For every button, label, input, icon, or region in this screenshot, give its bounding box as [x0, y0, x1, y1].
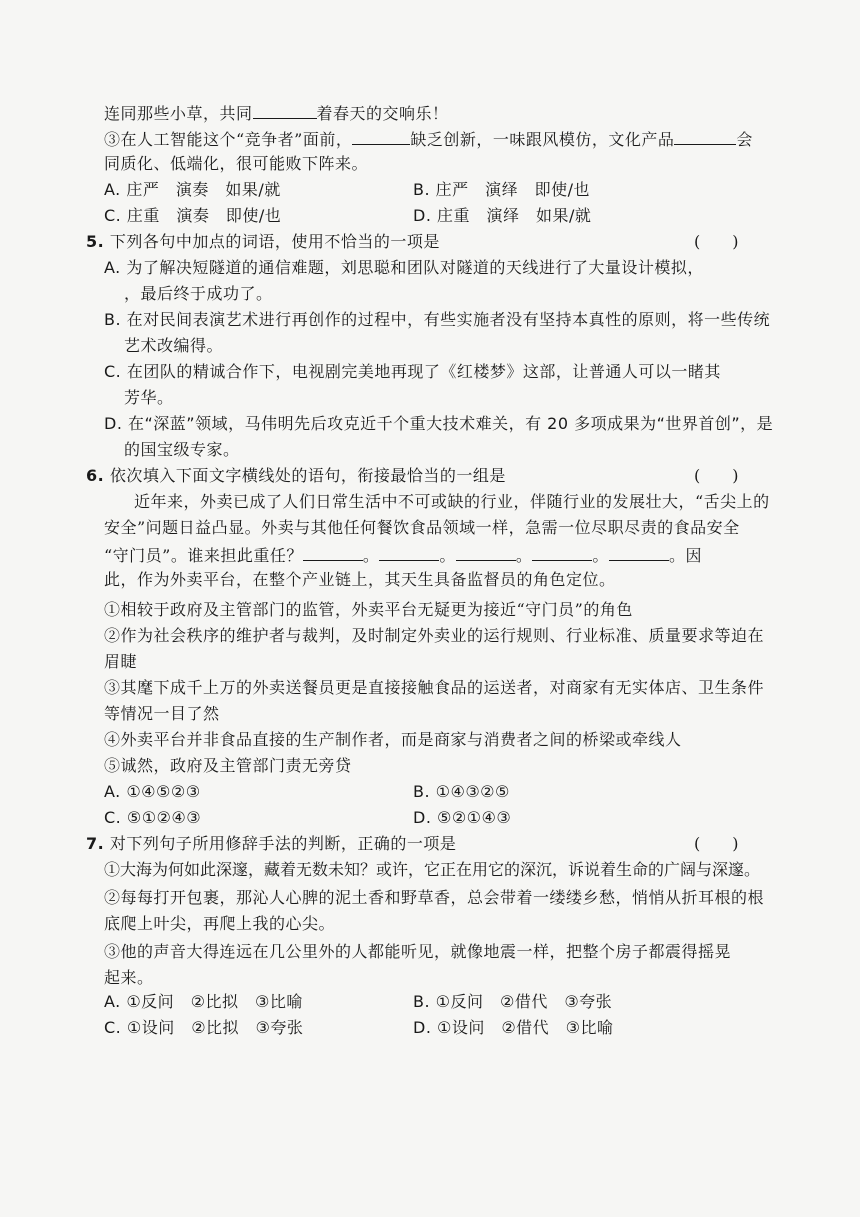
text: 艺术改编得 — [124, 336, 207, 355]
q6-passage-line4: 此，作为外卖平台，在整个产业链上，其天生具备监督员的角色定位。 — [104, 570, 616, 589]
q4-option-a: A. 庄严 演奏 如果/就 — [104, 180, 281, 199]
q5-option-c-line2: 芳华。 — [124, 388, 174, 407]
q4-option-c: C. 庄重 演奏 即使/也 — [104, 206, 282, 225]
q6-option-c: C. ⑤①②④③ — [104, 808, 202, 827]
fill-blank — [609, 542, 669, 561]
q6-option-a: A. ①④⑤②③ — [104, 782, 201, 801]
q7-sentence-2-line2: 底爬上叶尖，再爬上我的心尖。 — [104, 914, 336, 933]
q4-line3: 同质化、低端化，很可能败下阵来。 — [104, 154, 369, 173]
q6-option-b: B. ①④③②⑤ — [413, 782, 510, 801]
fill-blank — [379, 542, 439, 561]
q5-option-a-line2 — [124, 282, 273, 306]
fill-blank — [674, 126, 736, 145]
fill-blank — [253, 100, 317, 119]
q4-line1 — [104, 100, 449, 126]
q5-option-c-line1 — [104, 360, 721, 384]
text: 着春天的交响乐！ — [316, 104, 449, 123]
text: 。 — [362, 546, 380, 565]
question-number: 6. — [86, 466, 105, 485]
text: 会 — [736, 130, 753, 149]
q6-option-d: D. ⑤②①④③ — [413, 808, 512, 827]
question-stem: 对下列句子所用修辞手法的判断，正确的一项是 — [109, 834, 457, 853]
q6-sentence-1: ①相较于政府及主管部门的监管，外卖平台无疑更为接近“守门员”的角色 — [104, 600, 633, 619]
q5-option-b-line2 — [124, 334, 223, 358]
q7-option-a: A. ①反问 ②比拟 ③比喻 — [104, 992, 303, 1011]
q6-sentence-4: ④外卖平台并非食品直接的生产制作者，而是商家与消费者之间的桥梁或牵线人 — [104, 730, 682, 749]
q5-option-b-line1: B. 在对民间表演艺术进行再创作的过程中，有些实施者没有坚持本真性的原则，将一些传统 — [104, 310, 771, 329]
q7-sentence-2-line1: ②每每打开包裹，那沁人心脾的泥土香和野草香，总会带着一缕缕乡愁，悄悄从折耳根的根 — [104, 888, 765, 907]
q7-stem — [86, 832, 456, 856]
text: 。 — [592, 546, 609, 565]
q6-sentence-3-line2: 等情况一目了然 — [104, 704, 220, 723]
question-number: 7. — [86, 834, 105, 853]
q6-sentence-3-line1: ③其麾下成千上万的外卖送餐员更是直接接触食品的运送者，对商家有无实体店、卫生条件 — [104, 678, 765, 697]
fill-blank — [303, 542, 363, 561]
q7-option-d: D. ①设问 ②借代 ③比喻 — [413, 1018, 614, 1037]
text: ，让普通人可以一睹其 — [555, 362, 721, 381]
q4-option-d: D. 庄重 演绎 如果/就 — [413, 206, 592, 225]
q7-option-b: B. ①反问 ②借代 ③夸张 — [413, 992, 613, 1011]
fill-blank — [532, 542, 592, 561]
text: 。 — [206, 336, 224, 355]
q4-line2 — [104, 126, 753, 152]
fill-blank — [456, 542, 516, 561]
q6-answer-paren: ( ) — [694, 466, 739, 485]
q7-sentence-3-line2: 起来。 — [104, 968, 154, 987]
q6-sentence-2-line2: 眉睫 — [104, 652, 138, 671]
q7-sentence-1: ①大海为何如此深邃，藏着无数未知？或许，它正在用它的深沉，诉说着生命的广阔与深邃。 — [104, 860, 761, 879]
question-stem: 下列各句中加点的词语，使用不恰当的一项是 — [109, 232, 440, 251]
text: 的国宝级专家。 — [124, 440, 240, 459]
q5-option-d-line2 — [124, 438, 240, 462]
q5-answer-paren: ( ) — [694, 232, 739, 251]
text: 缺乏创新，一味跟风模仿，文化产品 — [410, 130, 675, 149]
text: 连同那些小草，共同 — [104, 104, 253, 123]
q7-option-c: C. ①设问 ②比拟 ③夸张 — [104, 1018, 304, 1037]
text: 。 — [515, 546, 533, 565]
text: C. 在团队的精诚合作下，电视剧完美地再现了《红楼梦》这部 — [104, 362, 556, 381]
fill-blank — [352, 126, 410, 145]
q6-sentence-5: ⑤诚然，政府及主管部门责无旁贷 — [104, 756, 352, 775]
q5-stem — [86, 230, 440, 254]
q5-option-d-line1 — [104, 412, 773, 436]
q7-sentence-3-line1: ③他的声音大得连远在几公里外的人都能听见，就像地震一样，把整个房子都震得摇晃 — [104, 942, 732, 961]
text: D. 在“深蓝”领域，马伟明先后攻克近千个重大技术难关，有 20 多项成果为“世界首创”，是 — [104, 414, 774, 433]
text: 。 — [439, 546, 456, 565]
q6-passage-line2: 安全”问题日益凸显。外卖与其他任何餐饮食品领域一样，急需一位尽职尽责的食品安全 — [104, 518, 740, 537]
text: ，最后终于成功了。 — [124, 284, 273, 303]
q6-stem — [86, 464, 506, 488]
q6-passage-line3 — [104, 542, 702, 568]
question-number: 5. — [86, 232, 105, 251]
q6-passage-line1: 近年来，外卖已成了人们日常生活中不可或缺的行业，伴随行业的发展壮大，“舌尖上的 — [134, 492, 770, 511]
q4-option-b: B. 庄严 演绎 即使/也 — [413, 180, 591, 199]
text: “守门员”。谁来担此重任？ — [104, 546, 303, 565]
text: 。因 — [668, 546, 702, 565]
q5-option-a-line1 — [104, 256, 704, 280]
text: ③在人工智能这个“竞争者”面前， — [104, 130, 353, 149]
q7-answer-paren: ( ) — [694, 834, 739, 853]
question-stem: 依次填入下面文字横线处的语句，衔接最恰当的一组是 — [109, 466, 506, 485]
text: A. 为了解决短隧道的通信难题，刘思聪和团队对隧道的天线进行了大量设计模拟， — [104, 258, 704, 277]
q6-sentence-2-line1: ②作为社会秩序的维护者与裁判，及时制定外卖业的运行规则、行业标准、质量要求等迫在 — [104, 626, 765, 645]
